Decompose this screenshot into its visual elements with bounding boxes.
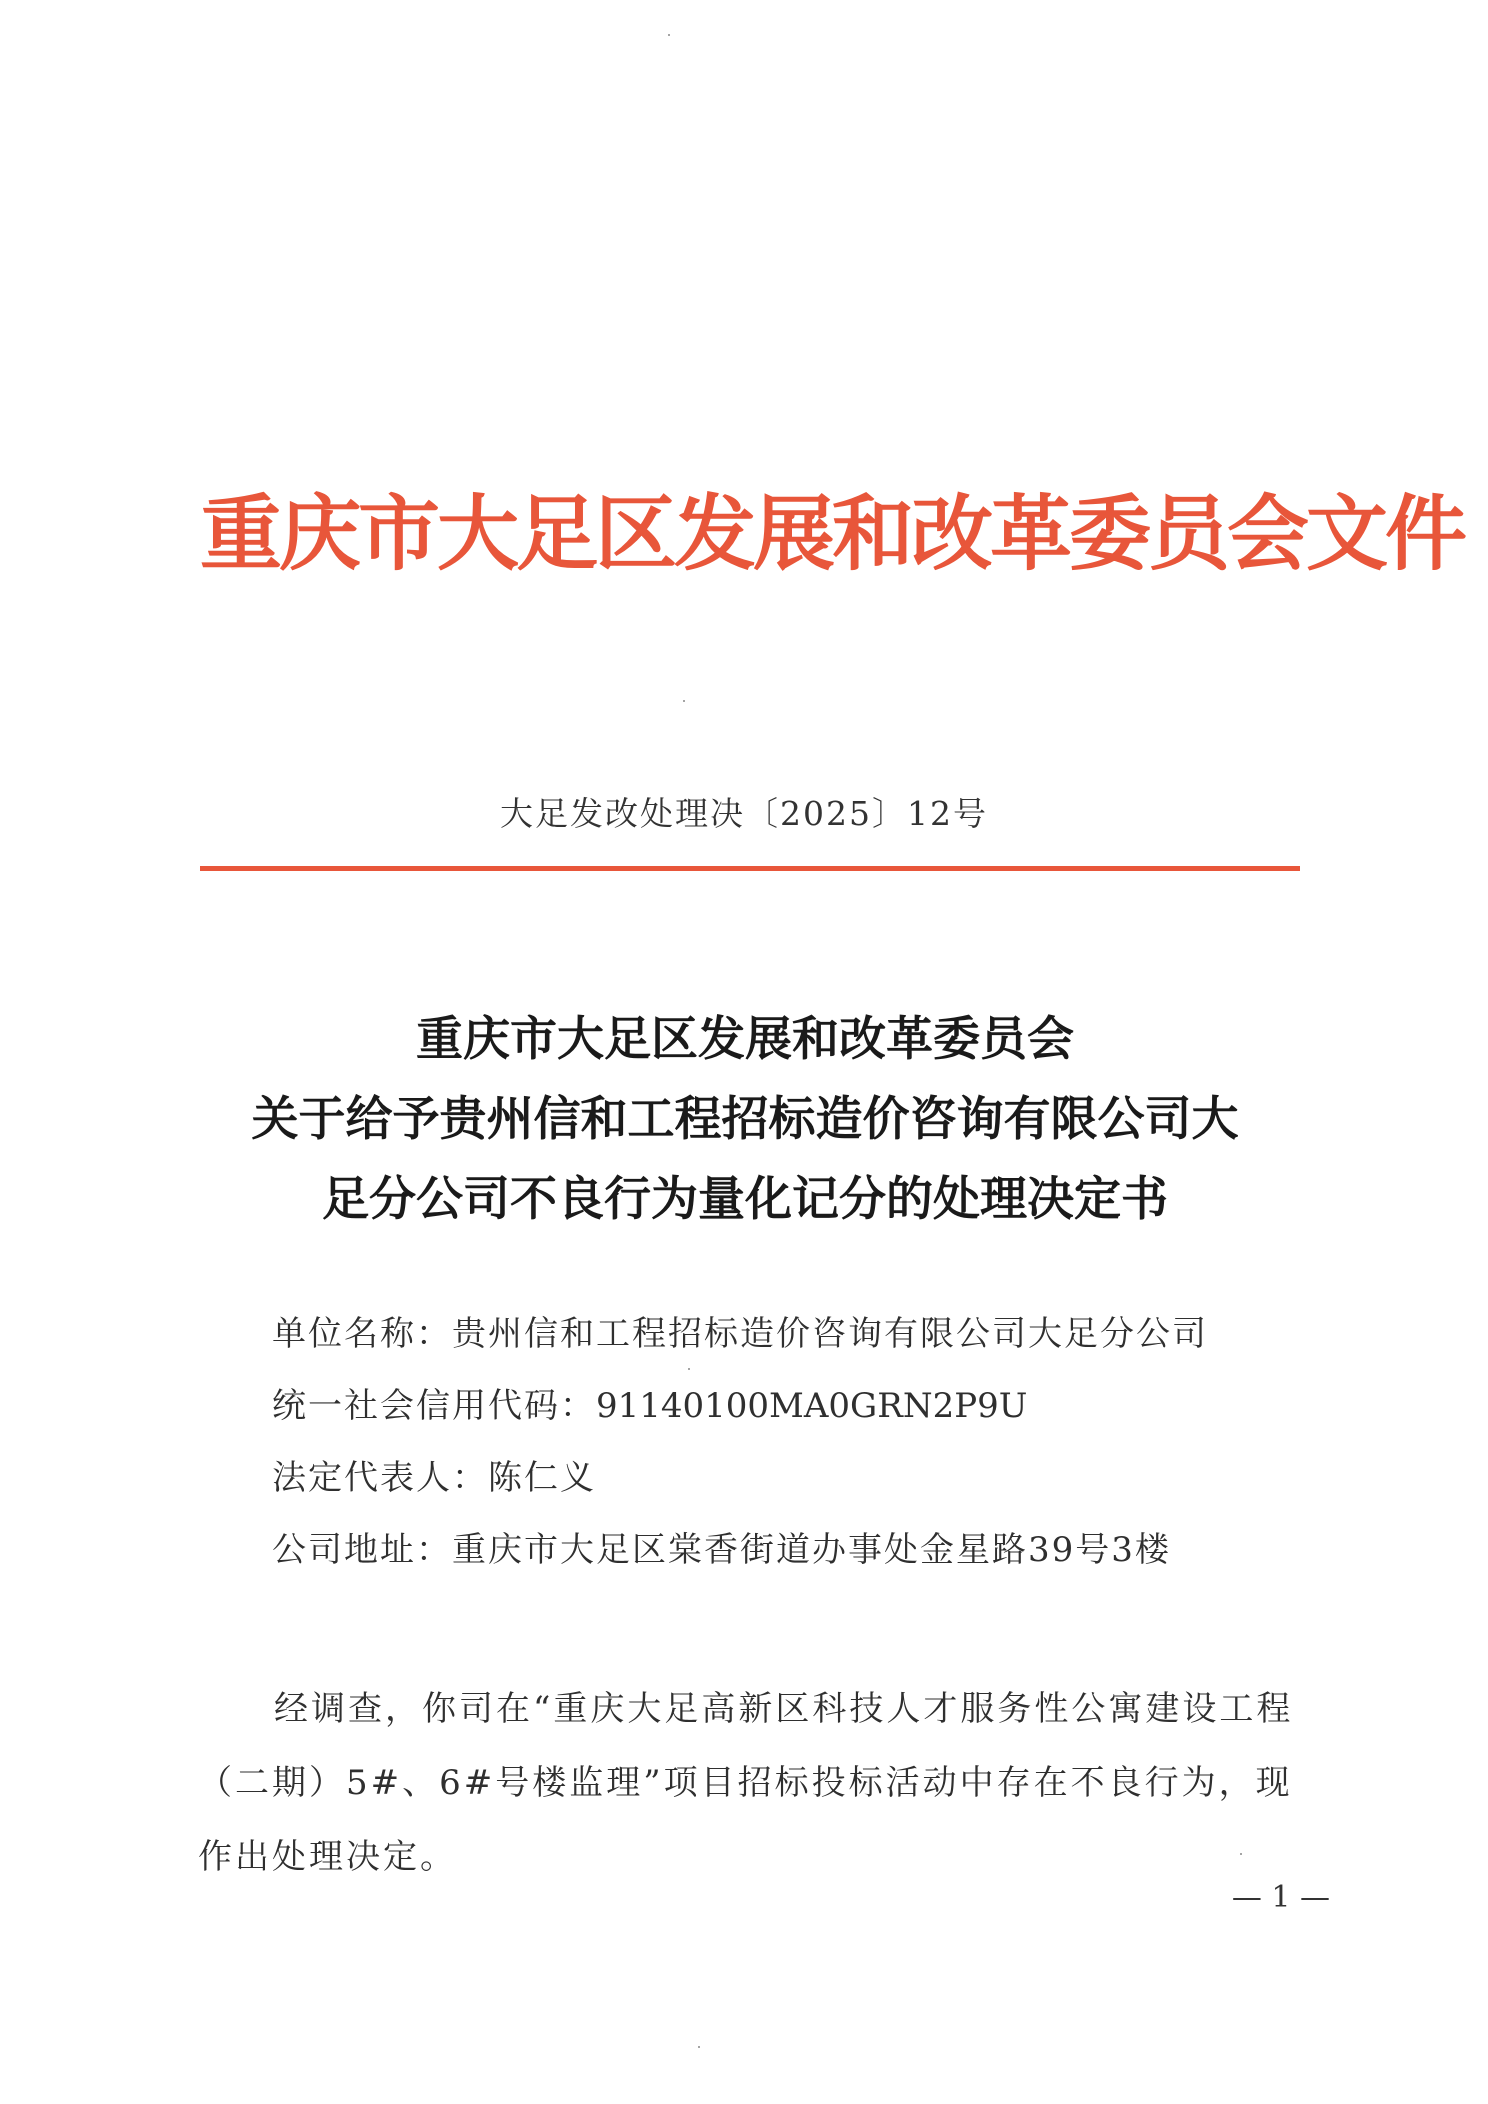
- scan-speck: [668, 34, 670, 36]
- scan-speck: [1240, 1853, 1242, 1855]
- scan-speck: [688, 1368, 690, 1370]
- title-line-1: 重庆市大足区发展和改革委员会: [416, 1012, 1074, 1067]
- address-row: [272, 1514, 1312, 1586]
- scan-speck: [698, 2046, 700, 2048]
- title-line-2: 关于给予贵州信和工程招标造价咨询有限公司大: [251, 1092, 1239, 1147]
- legal-rep-label: 法定代表人：: [272, 1458, 488, 1498]
- company-info-block: [272, 1298, 1312, 1586]
- scan-speck: [683, 700, 685, 702]
- page-number: — 1 —: [1231, 1880, 1330, 1915]
- credit-code-value: 91140100MA0GRN2P9U: [596, 1386, 1028, 1426]
- credit-code-row: [272, 1370, 1312, 1442]
- document-masthead: 重庆市大足区发展和改革委员会文件: [200, 487, 1465, 582]
- document-number: 大足发改处理决〔2025〕12号: [500, 794, 988, 833]
- body-paragraph: 经调查，你司在“重庆大足高新区科技人才服务性公寓建设工程（二期）5#、6#号楼监理”项目招标投标活动中存在不良行为，现作出处理决定。: [198, 1689, 1294, 1877]
- address-label: 公司地址：: [272, 1530, 452, 1570]
- address-value: 重庆市大足区棠香街道办事处金星路39号3楼: [452, 1530, 1171, 1570]
- unit-name-value: 贵州信和工程招标造价咨询有限公司大足分公司: [452, 1314, 1208, 1354]
- legal-rep-row: [272, 1442, 1312, 1514]
- unit-name-label: 单位名称：: [272, 1314, 452, 1354]
- red-separator-line: [200, 866, 1300, 871]
- document-title: [180, 1000, 1310, 1240]
- credit-code-label: 统一社会信用代码：: [272, 1386, 596, 1426]
- title-line-3: 足分公司不良行为量化记分的处理决定书: [322, 1172, 1168, 1227]
- legal-rep-value: 陈仁义: [488, 1458, 596, 1498]
- unit-name-row: [272, 1298, 1312, 1370]
